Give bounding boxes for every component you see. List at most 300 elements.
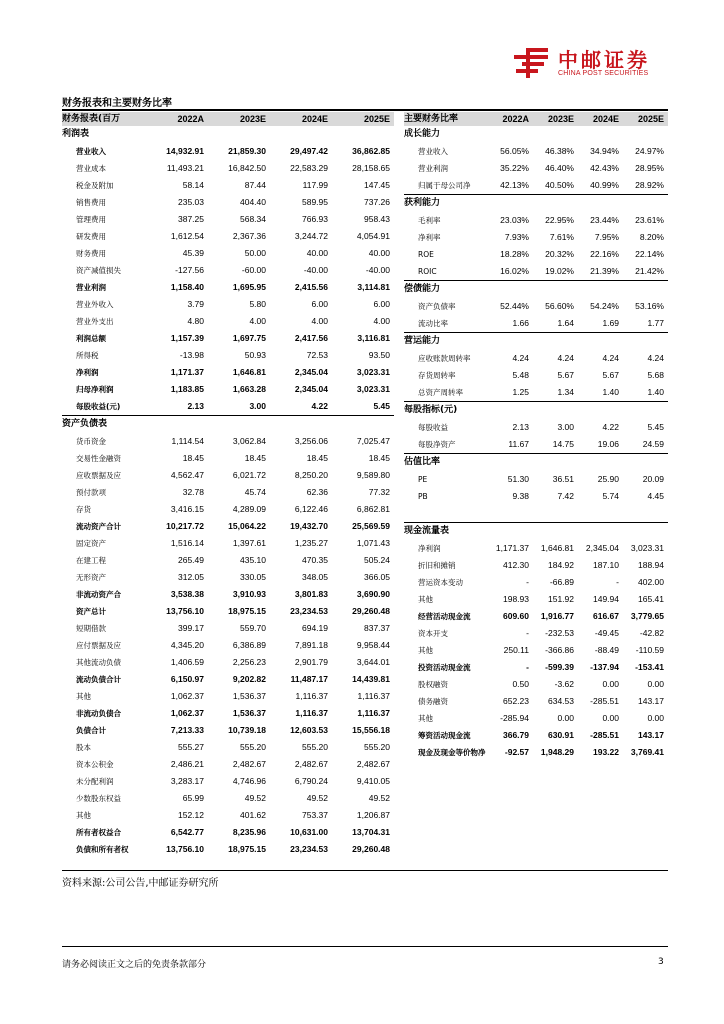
left-table-row-label: 其他 (76, 692, 91, 701)
left-table-value-cell: 58.14 (182, 180, 204, 190)
right-table-row-label: 每股收益 (418, 423, 448, 432)
right-table-value-cell: 0.00 (647, 679, 664, 689)
left-table-header-row (62, 112, 394, 126)
left-table-value-cell: 40.00 (306, 248, 328, 258)
left-table-value-cell: 3,244.72 (294, 231, 328, 241)
left-table-value-cell (208, 126, 270, 143)
left-table-value-cell: 7,891.18 (294, 640, 328, 650)
left-table-row-label: 税金及附加 (76, 181, 114, 190)
source-note: 资料来源:公司公告,中邮证券研究所 (62, 878, 219, 889)
left-table-value-cell: 401.62 (240, 810, 266, 820)
left-table-header-cell: 2023E (208, 112, 270, 126)
left-table-value-cell: 62.36 (306, 487, 328, 497)
right-table-row (404, 744, 668, 761)
right-table-value-cell (578, 333, 623, 351)
right-table-value-cell (623, 333, 668, 351)
left-table-value-cell: 49.52 (368, 793, 390, 803)
left-table-row (62, 296, 394, 313)
left-table-row (62, 620, 394, 637)
right-table-row (404, 608, 668, 625)
right-table-value-cell: 630.91 (548, 730, 574, 740)
right-table-value-cell (488, 402, 533, 420)
right-table-row (404, 367, 668, 384)
left-table-header-cell: 2025E (332, 112, 394, 126)
right-table-section-row (404, 281, 668, 299)
right-table-value-cell: 56.05% (500, 146, 529, 156)
left-table-row-label: 流动负债合计 (76, 675, 121, 684)
right-table-header-cell: 2025E (623, 112, 668, 126)
right-table-value-cell: 52.44% (500, 301, 529, 311)
right-table-row-label: 投资活动现金流 (418, 663, 471, 672)
left-table-row-label: 营业外支出 (76, 317, 114, 326)
right-table-row-label: 资产负债率 (418, 302, 456, 311)
left-table-value-cell: 77.32 (368, 487, 390, 497)
left-table-row (62, 160, 394, 177)
right-table-value-cell: 2.13 (512, 422, 529, 432)
left-table-value-cell: 9,958.44 (356, 640, 390, 650)
right-table-value-cell (488, 505, 533, 523)
right-table-value-cell: -42.82 (639, 628, 664, 638)
right-table-row (404, 471, 668, 488)
right-table-row (404, 177, 668, 195)
right-table-value-cell: - (526, 662, 529, 672)
left-table-value-cell: 11,493.21 (166, 163, 204, 173)
right-table-row-label: 估值比率 (404, 454, 488, 472)
left-table-value-cell: 5.80 (249, 299, 266, 309)
right-table-value-cell: 24.97% (635, 146, 664, 156)
right-table-row-label: 应收账款周转率 (418, 354, 471, 363)
left-table-row-label: 管理费用 (76, 215, 106, 224)
right-table-value-cell (623, 402, 668, 420)
right-table-value-cell: 23.61% (635, 215, 664, 225)
right-table-row-label: 其他 (418, 595, 433, 604)
left-table-value-cell: 555.20 (240, 742, 266, 752)
left-table-value-cell: 1,406.59 (170, 657, 204, 667)
right-table-value-cell: 3,023.31 (630, 543, 664, 553)
right-table-row-label: ROE (418, 250, 434, 259)
right-table-row-label: PB (418, 492, 428, 501)
right-table-row-label: 现金流量表 (404, 523, 488, 541)
left-table-row (62, 739, 394, 756)
right-table-row-label: 筹资活动现金流 (418, 731, 471, 740)
right-table-value-cell: 616.67 (593, 611, 619, 621)
right-table-value-cell: 4.24 (512, 353, 529, 363)
right-table-value-cell: 56.60% (545, 301, 574, 311)
left-table-value-cell: 2,256.23 (232, 657, 266, 667)
right-table-value-cell (578, 402, 623, 420)
right-table-value-cell (488, 126, 533, 143)
right-table-value-cell: 1.34 (557, 387, 574, 397)
left-table-value-cell: 1,114.54 (171, 436, 204, 446)
left-table-value-cell: 21,859.30 (228, 146, 266, 156)
left-table-value-cell: 312.05 (178, 572, 204, 582)
right-table-row (404, 676, 668, 693)
right-table-row (404, 505, 668, 523)
left-table-value-cell: 9,410.05 (356, 776, 390, 786)
right-table-value-cell (533, 505, 578, 523)
left-table-row (62, 433, 394, 450)
right-table-value-cell: 3,779.65 (630, 611, 664, 621)
left-table-value-cell: 3,538.38 (170, 589, 204, 599)
left-table-value-cell: 6,122.46 (294, 504, 328, 514)
right-table-row (404, 540, 668, 557)
right-table-value-cell: 1.66 (512, 318, 529, 328)
right-table-section-row (404, 454, 668, 472)
left-table-value-cell: 505.24 (364, 555, 390, 565)
left-table-value-cell: 18,975.15 (228, 844, 266, 854)
right-table-value-cell: -285.51 (590, 696, 619, 706)
left-table-value-cell: 6,386.89 (232, 640, 266, 650)
left-table-row-label: 财务费用 (76, 249, 106, 258)
left-table-value-cell: 5.45 (373, 401, 390, 411)
right-table-value-cell: 250.11 (503, 645, 529, 655)
left-table-value-cell: 3,416.15 (170, 504, 204, 514)
left-table-row (62, 211, 394, 228)
left-table-value-cell: 1,235.27 (294, 538, 328, 548)
section-title: 财务报表和主要财务比率 (62, 98, 172, 109)
left-table-header-cell: 财务报表(百万 (62, 112, 146, 126)
left-table-value-cell: 6,021.72 (232, 470, 266, 480)
left-table-row-label: 利润总额 (76, 334, 106, 343)
left-table-row-label: 净利润 (76, 368, 99, 377)
right-table-header-cell: 2023E (533, 112, 578, 126)
left-table-row-label: 无形资产 (76, 573, 106, 582)
left-table-value-cell: 16,842.50 (228, 163, 266, 173)
right-table-row-label: 营业收入 (418, 147, 448, 156)
left-table-row-label: 非流动资产合 (76, 590, 121, 599)
left-table-value-cell: 13,756.10 (166, 606, 204, 616)
left-table-value-cell: 3,116.81 (357, 333, 390, 343)
left-table-value-cell: 19,432.70 (290, 521, 328, 531)
right-table-value-cell: 143.17 (638, 696, 664, 706)
left-table-value-cell (146, 126, 208, 143)
left-table-value-cell: 2,482.67 (232, 759, 266, 769)
left-table-row-label: 应收票据及应 (76, 471, 121, 480)
left-table-value-cell: 265.49 (178, 555, 204, 565)
left-table-value-cell: 152.12 (178, 810, 204, 820)
left-table-row-label: 负债合计 (76, 726, 106, 735)
left-table-row-label: 交易性金融资 (76, 454, 121, 463)
left-table-value-cell: 7,213.33 (170, 725, 204, 735)
left-table-value-cell: 3,644.01 (356, 657, 390, 667)
left-table-value-cell: 25,569.59 (352, 521, 390, 531)
right-table-value-cell: 42.43% (590, 163, 619, 173)
left-table-value-cell (208, 416, 270, 434)
right-table-value-cell: 51.30 (507, 474, 529, 484)
right-table-value-cell: 16.02% (500, 266, 529, 276)
right-table-value-cell (578, 523, 623, 541)
right-table-value-cell: 36.51 (552, 474, 574, 484)
left-table-row (62, 773, 394, 790)
right-table-value-cell: 5.68 (647, 370, 664, 380)
left-table-value-cell: 49.52 (244, 793, 266, 803)
left-table-value-cell: 737.26 (364, 197, 390, 207)
left-table-value-cell: 15,556.18 (352, 725, 390, 735)
left-table-row (62, 450, 394, 467)
right-table-header-row (404, 112, 668, 126)
left-table-row (62, 671, 394, 688)
left-table-row (62, 807, 394, 824)
left-table-value-cell: 8,250.20 (294, 470, 328, 480)
right-table-value-cell: 54.24% (590, 301, 619, 311)
left-table-row (62, 467, 394, 484)
left-table-row-label: 所有者权益合 (76, 828, 121, 837)
right-table-value-cell: 35.22% (500, 163, 529, 173)
left-table-value-cell: 6,542.77 (170, 827, 204, 837)
left-table-row (62, 381, 394, 398)
right-table-row (404, 229, 668, 246)
right-table-row-label: 其他 (418, 714, 433, 723)
right-table-value-cell: 3,769.41 (630, 747, 664, 757)
left-table-value-cell: 7,025.47 (356, 436, 390, 446)
right-table-row-label: ROIC (418, 267, 437, 276)
left-table-row-label: 每股收益(元) (76, 402, 121, 411)
right-table-section-row (404, 523, 668, 541)
brand-name-cn: 中邮证券 (558, 48, 650, 72)
right-table-value-cell: 4.45 (647, 491, 664, 501)
left-table-value-cell: 404.40 (240, 197, 266, 207)
left-table-value-cell: 14,932.91 (166, 146, 204, 156)
left-table-value-cell: 837.37 (364, 623, 390, 633)
right-table-value-cell: 1.40 (647, 387, 664, 397)
left-table-value-cell: 22,583.29 (290, 163, 328, 173)
right-table-value-cell: -110.59 (635, 645, 664, 655)
left-table-value-cell: 366.05 (364, 572, 390, 582)
left-table-row (62, 722, 394, 739)
left-table-value-cell: 2,345.04 (294, 367, 328, 377)
left-table-value-cell: 3,910.93 (232, 589, 266, 599)
left-table-row (62, 313, 394, 330)
left-table-row-label: 资产总计 (76, 607, 106, 616)
left-table-value-cell: 958.43 (364, 214, 390, 224)
left-table-value-cell: 1,157.39 (170, 333, 204, 343)
left-table-row-label: 非流动负债合 (76, 709, 121, 718)
right-table-row-label: PE (418, 475, 428, 484)
left-table-value-cell: 10,631.00 (290, 827, 328, 837)
left-table-row (62, 790, 394, 807)
left-table-row-label: 负债和所有者权 (76, 845, 129, 854)
left-table-value-cell: 1,171.37 (170, 367, 204, 377)
right-table-value-cell (623, 505, 668, 523)
right-table-row-label: 获利能力 (404, 195, 488, 213)
right-table-row-label: 营业利润 (418, 164, 448, 173)
left-table-value-cell: 1,116.37 (357, 708, 390, 718)
right-table-value-cell: 34.94% (590, 146, 619, 156)
left-table-value-cell: 1,516.14 (170, 538, 204, 548)
left-table-row-label: 营业外收入 (76, 300, 114, 309)
left-table-value-cell (332, 126, 394, 143)
left-table-value-cell: 87.44 (244, 180, 266, 190)
right-table-value-cell (623, 454, 668, 472)
right-table-value-cell: 22.14% (635, 249, 664, 259)
left-table-value-cell: 1,697.75 (232, 333, 266, 343)
right-table-value-cell: 151.92 (548, 594, 574, 604)
left-table-value-cell: 8,235.96 (232, 827, 266, 837)
right-table-value-cell: 46.38% (545, 146, 574, 156)
right-table-value-cell: 0.50 (512, 679, 529, 689)
right-table-value-cell: 402.00 (638, 577, 664, 587)
right-table-value-cell: 0.00 (602, 713, 619, 723)
right-table-header-cell: 2022A (488, 112, 533, 126)
left-table-row (62, 654, 394, 671)
right-table-value-cell: 4.24 (602, 353, 619, 363)
table-bottom-rule (62, 870, 668, 871)
left-table-value-cell: 1,116.37 (295, 708, 328, 718)
left-table-row (62, 194, 394, 211)
left-table-value-cell: 3,283.17 (170, 776, 204, 786)
right-table-row (404, 625, 668, 642)
left-table-section-row (62, 126, 394, 143)
left-table-row-label: 预付款项 (76, 488, 106, 497)
right-table-row-label: 净利率 (418, 233, 441, 242)
left-table-value-cell: 1,397.61 (232, 538, 266, 548)
left-table-value-cell: 147.45 (364, 180, 390, 190)
right-table-section-row (404, 333, 668, 351)
right-table-value-cell: 8.20% (639, 232, 664, 242)
left-table-value-cell: 4.00 (249, 316, 266, 326)
right-table-value-cell: - (526, 628, 529, 638)
right-table-row (404, 246, 668, 263)
right-table-row-label: 成长能力 (404, 129, 441, 139)
left-table-row (62, 535, 394, 552)
right-table-value-cell: 1.69 (602, 318, 619, 328)
left-table-row-label: 营业成本 (76, 164, 106, 173)
right-table-value-cell: -66.89 (549, 577, 574, 587)
left-table-value-cell: 18.45 (306, 453, 328, 463)
right-table-value-cell: 1,646.81 (540, 543, 574, 553)
right-table-row (404, 160, 668, 177)
left-table-row (62, 262, 394, 279)
left-table-value-cell: 4,345.20 (170, 640, 204, 650)
left-table-value-cell: 72.53 (306, 350, 328, 360)
left-table-value-cell: 18,975.15 (228, 606, 266, 616)
left-table-value-cell: 117.99 (302, 180, 328, 190)
right-table-row (404, 384, 668, 402)
left-table-value-cell: 2,482.67 (294, 759, 328, 769)
right-table-value-cell: 24.59 (642, 439, 664, 449)
left-table-row-label: 其他 (76, 811, 91, 820)
right-table-row-label: 归属于母公司净 (418, 181, 471, 190)
left-table-value-cell: 470.35 (302, 555, 328, 565)
right-table-value-cell: 21.39% (590, 266, 619, 276)
right-table-value-cell (623, 195, 668, 213)
right-table-value-cell: 53.16% (635, 301, 664, 311)
right-table-value-cell: 7.42 (557, 491, 574, 501)
left-table-value-cell: 10,739.18 (228, 725, 266, 735)
left-table-value-cell: 1,663.28 (232, 384, 266, 394)
left-table-value-cell: 4.00 (373, 316, 390, 326)
right-table-value-cell (533, 195, 578, 213)
left-table-value-cell: 3,256.06 (294, 436, 328, 446)
right-table-row-label: 债务融资 (418, 697, 448, 706)
left-table-row (62, 824, 394, 841)
right-table-row-label: 净利润 (418, 544, 441, 553)
left-table-value-cell: 6,150.97 (170, 674, 204, 684)
left-table-row (62, 364, 394, 381)
right-table-value-cell: 14.75 (552, 439, 574, 449)
right-table-value-cell: 20.09 (642, 474, 664, 484)
left-table-value-cell: 1,536.37 (232, 708, 266, 718)
company-logo (512, 46, 672, 82)
left-table-value-cell: 11,487.17 (290, 674, 328, 684)
left-table-row-label: 应付票据及应 (76, 641, 121, 650)
right-table-row-label: 每股指标(元) (404, 402, 488, 420)
left-table-value-cell: 3,023.31 (356, 384, 390, 394)
left-table-value-cell: 15,064.22 (228, 521, 266, 531)
left-table-value-cell: 4,289.09 (232, 504, 266, 514)
right-table-section-row (404, 126, 668, 143)
left-table-value-cell: 766.93 (302, 214, 328, 224)
left-table-value-cell: 45.39 (182, 248, 204, 258)
left-table-row (62, 143, 394, 160)
left-table-row-label: 资本公积金 (76, 760, 114, 769)
left-table-value-cell: 13,704.31 (352, 827, 390, 837)
left-table-row-label: 存货 (76, 505, 91, 514)
left-table-value-cell: 23,234.53 (290, 844, 328, 854)
right-table-value-cell: 1.77 (647, 318, 664, 328)
left-table-value-cell: 589.95 (302, 197, 328, 207)
right-table-value-cell: 149.94 (593, 594, 619, 604)
right-table-value-cell: 4.22 (602, 422, 619, 432)
right-table-value-cell: 1,916.77 (540, 611, 574, 621)
right-table-value-cell: 42.13% (500, 180, 529, 190)
left-table-value-cell: 1,116.37 (295, 691, 328, 701)
left-table-value-cell: 28,158.65 (352, 163, 390, 173)
left-table-value-cell: 49.52 (306, 793, 328, 803)
page-number: 3 (658, 957, 664, 967)
right-table-row-label: 现金及现金等价物净 (418, 748, 486, 757)
left-table-value-cell: 555.20 (302, 742, 328, 752)
left-table-value-cell: 2,482.67 (356, 759, 390, 769)
left-table-row (62, 688, 394, 705)
right-table-row (404, 263, 668, 281)
left-table-header-cell: 2022A (146, 112, 208, 126)
right-table-value-cell: 22.16% (590, 249, 619, 259)
right-table-row (404, 315, 668, 333)
right-table-value-cell: -366.86 (545, 645, 574, 655)
right-table-value-cell: 2,345.04 (585, 543, 619, 553)
left-table-row-label: 营业利润 (76, 283, 106, 292)
right-table-value-cell: -137.94 (590, 662, 619, 672)
left-table-row (62, 705, 394, 722)
right-table-value-cell: 1,171.37 (495, 543, 529, 553)
right-table-value-cell (623, 281, 668, 299)
left-table-value-cell: -40.00 (303, 265, 328, 275)
right-table-row-label: 毛利率 (418, 216, 441, 225)
left-table-value-cell: 2,345.04 (294, 384, 328, 394)
left-table-row (62, 245, 394, 262)
left-table-row-label: 其他流动负债 (76, 658, 121, 667)
right-table-value-cell: -285.51 (590, 730, 619, 740)
left-table-value-cell: 13,756.10 (166, 844, 204, 854)
right-table-value-cell: 184.92 (548, 560, 574, 570)
right-table-row-label (404, 505, 488, 523)
right-table-value-cell: 193.22 (593, 747, 619, 757)
left-table-value-cell (270, 416, 332, 434)
left-table-value-cell: 4.22 (311, 401, 328, 411)
left-table-row-label: 销售费用 (76, 198, 106, 207)
right-table-value-cell (623, 523, 668, 541)
left-table-row-label: 股本 (76, 743, 91, 752)
right-table-value-cell: 5.45 (647, 422, 664, 432)
right-table-row (404, 488, 668, 505)
right-table-section-row (404, 195, 668, 213)
left-table-row-label: 资产负债表 (62, 416, 146, 434)
right-table-value-cell: 609.60 (503, 611, 529, 621)
left-table-value-cell: 29,260.48 (352, 844, 390, 854)
left-table-row-label: 营业收入 (76, 147, 106, 156)
right-table-row (404, 693, 668, 710)
